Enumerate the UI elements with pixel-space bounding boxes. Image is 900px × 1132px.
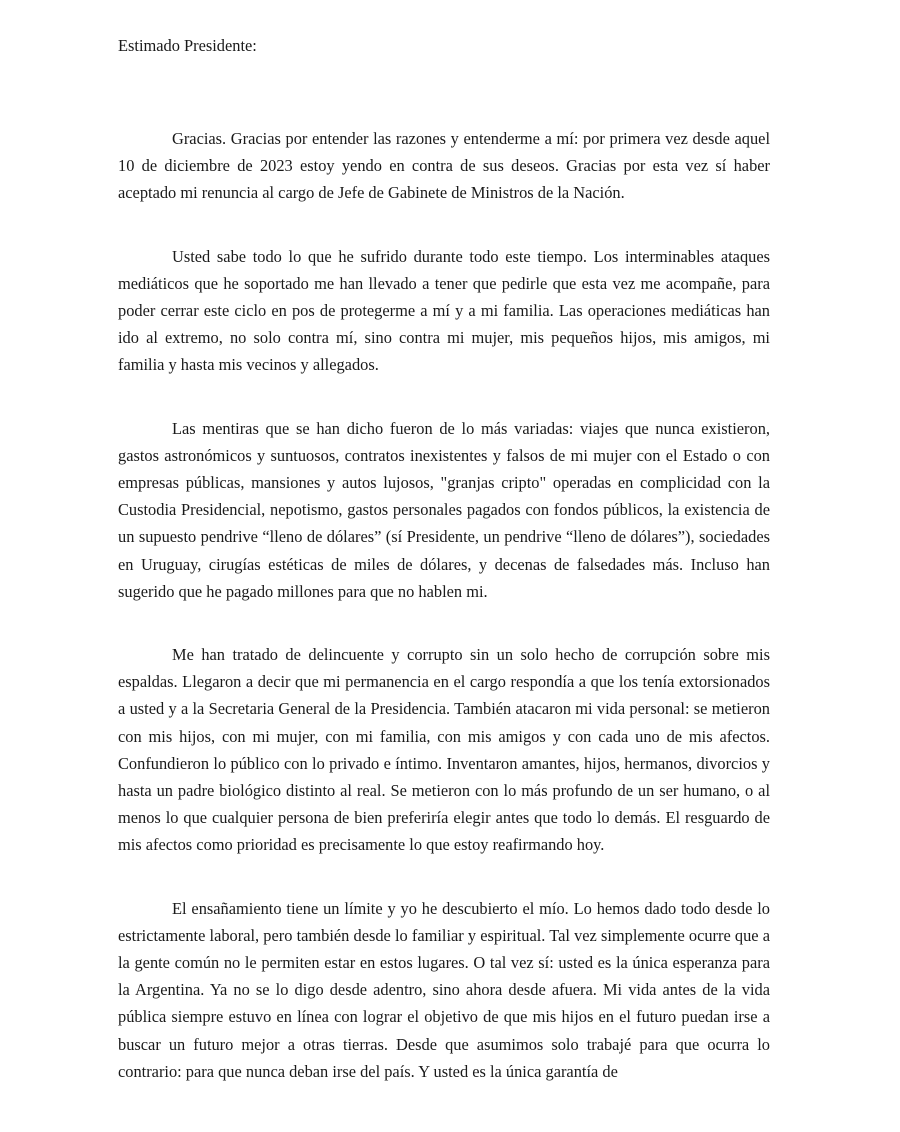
paragraph-limit: El ensañamiento tiene un límite y yo he descubierto el mío. Lo hemos dado todo desde lo estrictamente laboral, pero también desde lo familiar y espiritual. Tal vez simplemente ocurre que a la gente común no le permiten estar en estos lugares. O tal vez sí: usted es la única esperanza para la Argentina. Ya no se lo digo desde adentro, sino ahora desde afuera. Mi vida antes de la vida pública siempre estuvo en línea con lograr el objetivo de que mis hijos en el futuro puedan irse a buscar un futuro mejor a otras tierras. Desde que asumimos solo trabajé para que ocurra lo contrario: para que nunca deban irse del país. Y usted es la única garantía de: [118, 898, 770, 1081]
salutation: Estimado Presidente:: [118, 36, 257, 55]
paragraph-media-attacks: Usted sabe todo lo que he sufrido durante todo este tiempo. Los interminables ataques mediáticos que he soportado me han llevado a tener que pedirle que esta vez me acompañe, para poder cerrar este ciclo en pos de protegerme a mí y a mi familia. Las operaciones mediáticas han ido al extremo, no solo contra mí, sino contra mi mujer, mis pequeños hijos, mis amigos, mi familia y hasta mis vecinos y allegados.: [118, 246, 770, 375]
paragraph-thanks: Gracias. Gracias por entender las razones y entenderme a mí: por primera vez desde aquel 10 de diciembre de 2023 estoy yendo en contra de sus deseos. Gracias por esta vez sí haber aceptado mi renuncia al cargo de Jefe de Gabinete de Ministros de la Nación.: [118, 129, 770, 203]
letter-page: [118, 32, 770, 1085]
paragraph-personal-life: Me han tratado de delincuente y corrupto sin un solo hecho de corrupción sobre mis espaldas. Llegaron a decir que mi permanencia en el cargo respondía a que los tenía extorsionados a usted y a la Secretaria General de la Presidencia. También atacaron mi vida personal: se metieron con mis hijos, con mi mujer, con mi familia, con mis amigos y con cada uno de mis afectos. Confundieron lo público con lo privado e íntimo. Inventaron amantes, hijos, hermanos, divorcios y hasta un padre biológico distinto al real. Se metieron con lo más profundo de un ser humano, o al menos lo que cualquier persona de bien preferiría elegir antes que todo lo demás. El resguardo de mis afectos como prioridad es precisamente lo que estoy reafirmando hoy.: [118, 645, 770, 855]
paragraph-lies: Las mentiras que se han dicho fueron de lo más variadas: viajes que nunca existieron, gastos astronómicos y suntuosos, contratos inexistentes y falsos de mi mujer con el Estado o con empresas públicas, mansiones y autos lujosos, "granjas cripto" operadas en complicidad con la Custodia Presidencial, nepotismo, gastos personales pagados con fondos públicos, la existencia de un supuesto pendrive “lleno de dólares” (sí Presidente, un pendrive “lleno de dólares”), sociedades en Uruguay, cirugías estéticas de miles de dólares, y decenas de falsedades más. Incluso han sugerido que he pagado millones para que no hablen mi.: [118, 418, 770, 601]
